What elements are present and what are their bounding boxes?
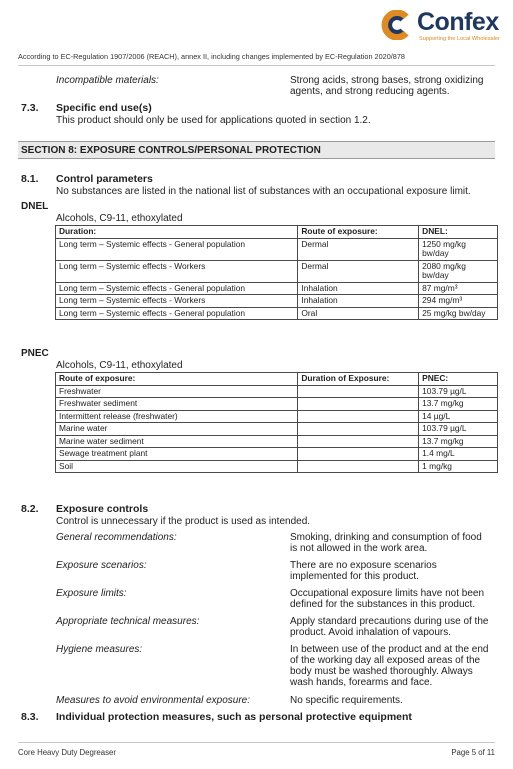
dnel-cell-duration: Long term – Systemic effects - General population bbox=[56, 238, 298, 260]
dnel-header-dnel: DNEL: bbox=[419, 226, 498, 239]
general-recommendations-line2: is not allowed in the work area. bbox=[290, 543, 428, 554]
section-8-title: SECTION 8: EXPOSURE CONTROLS/PERSONAL PROTECTION bbox=[21, 145, 321, 156]
pnec-cell-duration bbox=[298, 448, 419, 461]
environmental-exposure-line1: No specific requirements. bbox=[290, 695, 403, 706]
pnec-cell-route: Intermittent release (freshwater) bbox=[56, 410, 298, 423]
dnel-cell-route: Inhalation bbox=[298, 295, 419, 308]
exposure-scenarios-label: Exposure scenarios: bbox=[56, 560, 147, 571]
footer-product-name: Core Heavy Duty Degreaser bbox=[18, 748, 116, 757]
section-7-3-text: This product should only be used for applications quoted in section 1.2. bbox=[56, 115, 371, 126]
table-row bbox=[56, 423, 498, 436]
section-7-3-number: 7.3. bbox=[21, 102, 39, 114]
pnec-cell-duration bbox=[298, 398, 419, 411]
dnel-substance: Alcohols, C9-11, ethoxylated bbox=[56, 213, 183, 224]
general-recommendations-label: General recommendations: bbox=[56, 532, 177, 543]
pnec-cell-duration bbox=[298, 385, 419, 398]
incompatible-value-line1: Strong acids, strong bases, strong oxidizing bbox=[290, 75, 484, 86]
general-recommendations-line1: Smoking, drinking and consumption of food bbox=[290, 532, 482, 543]
section-8-2-number: 8.2. bbox=[21, 503, 39, 515]
dnel-cell-route: Inhalation bbox=[298, 282, 419, 295]
pnec-table bbox=[55, 372, 498, 473]
table-row bbox=[56, 435, 498, 448]
pnec-cell-duration bbox=[298, 435, 419, 448]
incompatible-value-line2: agents, and strong reducing agents. bbox=[290, 86, 450, 97]
dnel-cell-route: Dermal bbox=[298, 238, 419, 260]
section-8-heading-bar bbox=[18, 141, 495, 159]
dnel-cell-route: Dermal bbox=[298, 260, 419, 282]
dnel-cell-value: 25 mg/kg bw/day bbox=[419, 307, 498, 320]
dnel-header-duration: Duration: bbox=[56, 226, 298, 239]
table-row bbox=[56, 295, 498, 308]
pnec-cell-route: Freshwater bbox=[56, 385, 298, 398]
dnel-cell-duration: Long term – Systemic effects - General population bbox=[56, 307, 298, 320]
pnec-cell-duration bbox=[298, 423, 419, 436]
dnel-cell-value: 294 mg/m³ bbox=[419, 295, 498, 308]
logo-text: Confex bbox=[417, 8, 499, 36]
dnel-cell-route: Oral bbox=[298, 307, 419, 320]
footer-page-number: Page 5 of 11 bbox=[451, 748, 495, 757]
pnec-substance: Alcohols, C9-11, ethoxylated bbox=[56, 360, 183, 371]
exposure-limits-label: Exposure limits: bbox=[56, 588, 127, 599]
hygiene-measures-line3: body must be washed thoroughly. Always bbox=[290, 666, 473, 677]
section-8-1-text: No substances are listed in the national list of substances with an occupational exposure limit. bbox=[56, 186, 471, 197]
hygiene-measures-line2: of the working day all exposed areas of the bbox=[290, 655, 481, 666]
pnec-label: PNEC bbox=[21, 348, 49, 359]
dnel-header-route: Route of exposure: bbox=[298, 226, 419, 239]
section-8-2-title: Exposure controls bbox=[56, 503, 149, 515]
dnel-table bbox=[55, 225, 498, 320]
pnec-cell-value: 13.7 mg/kg bbox=[419, 435, 498, 448]
pnec-cell-duration bbox=[298, 410, 419, 423]
environmental-exposure-label: Measures to avoid environmental exposure: bbox=[56, 695, 250, 706]
dnel-cell-value: 87 mg/m³ bbox=[419, 282, 498, 295]
exposure-limits-line1: Occupational exposure limits have not been bbox=[290, 588, 485, 599]
dnel-label: DNEL bbox=[21, 201, 49, 212]
dnel-cell-value: 1250 mg/kg bw/day bbox=[419, 238, 498, 260]
table-row bbox=[56, 460, 498, 473]
pnec-cell-duration bbox=[298, 460, 419, 473]
exposure-scenarios-line1: There are no exposure scenarios bbox=[290, 560, 437, 571]
section-8-2-text: Control is unnecessary if the product is used as intended. bbox=[56, 516, 311, 527]
pnec-cell-value: 103.79 µg/L bbox=[419, 423, 498, 436]
hygiene-measures-label: Hygiene measures: bbox=[56, 644, 143, 655]
logo-tagline: Supporting the Local Wholesaler bbox=[419, 36, 500, 42]
dnel-cell-value: 2080 mg/kg bw/day bbox=[419, 260, 498, 282]
table-row bbox=[56, 398, 498, 411]
exposure-limits-line2: defined for the substances in this product. bbox=[290, 599, 476, 610]
pnec-cell-route: Soil bbox=[56, 460, 298, 473]
table-row bbox=[56, 260, 498, 282]
section-8-1-number: 8.1. bbox=[21, 173, 39, 185]
pnec-header-duration: Duration of Exposure: bbox=[298, 373, 419, 386]
table-row bbox=[56, 307, 498, 320]
pnec-cell-route: Marine water sediment bbox=[56, 435, 298, 448]
dnel-cell-duration: Long term – Systemic effects - Workers bbox=[56, 295, 298, 308]
section-7-3-title: Specific end use(s) bbox=[56, 102, 152, 114]
dnel-cell-duration: Long term – Systemic effects - General population bbox=[56, 282, 298, 295]
confex-logo-icon bbox=[381, 10, 411, 40]
pnec-header-pnec: PNEC: bbox=[419, 373, 498, 386]
pnec-cell-value: 103.79 µg/L bbox=[419, 385, 498, 398]
table-row bbox=[56, 385, 498, 398]
pnec-cell-value: 14 µg/L bbox=[419, 410, 498, 423]
header-divider bbox=[18, 65, 495, 66]
section-8-1-title: Control parameters bbox=[56, 173, 153, 185]
technical-measures-label: Appropriate technical measures: bbox=[56, 616, 200, 627]
dnel-cell-duration: Long term – Systemic effects - Workers bbox=[56, 260, 298, 282]
pnec-header-route: Route of exposure: bbox=[56, 373, 298, 386]
pnec-cell-route: Sewage treatment plant bbox=[56, 448, 298, 461]
hygiene-measures-line4: wash hands, forearms and face. bbox=[290, 677, 433, 688]
table-row bbox=[56, 410, 498, 423]
exposure-scenarios-line2: implemented for this product. bbox=[290, 571, 419, 582]
incompatible-label: Incompatible materials: bbox=[56, 75, 159, 86]
technical-measures-line2: product. Avoid inhalation of vapours. bbox=[290, 627, 452, 638]
confex-logo bbox=[381, 8, 505, 46]
table-row bbox=[56, 448, 498, 461]
pnec-cell-route: Freshwater sediment bbox=[56, 398, 298, 411]
pnec-cell-value: 13.7 mg/kg bbox=[419, 398, 498, 411]
dnel-header-row bbox=[56, 226, 498, 239]
table-row bbox=[56, 282, 498, 295]
footer-divider bbox=[18, 742, 495, 743]
pnec-header-row bbox=[56, 373, 498, 386]
hygiene-measures-line1: In between use of the product and at the end bbox=[290, 644, 489, 655]
table-row bbox=[56, 238, 498, 260]
section-8-3-title: Individual protection measures, such as personal protective equipment bbox=[56, 711, 412, 723]
pnec-cell-value: 1 mg/kg bbox=[419, 460, 498, 473]
pnec-cell-value: 1.4 mg/L bbox=[419, 448, 498, 461]
pnec-cell-route: Marine water bbox=[56, 423, 298, 436]
technical-measures-line1: Apply standard precautions during use of the bbox=[290, 616, 489, 627]
section-8-3-number: 8.3. bbox=[21, 711, 39, 723]
regulation-line: According to EC-Regulation 1907/2006 (REACH), annex II, including changes implemented by EC-Regulation 2020/878 bbox=[18, 52, 405, 61]
